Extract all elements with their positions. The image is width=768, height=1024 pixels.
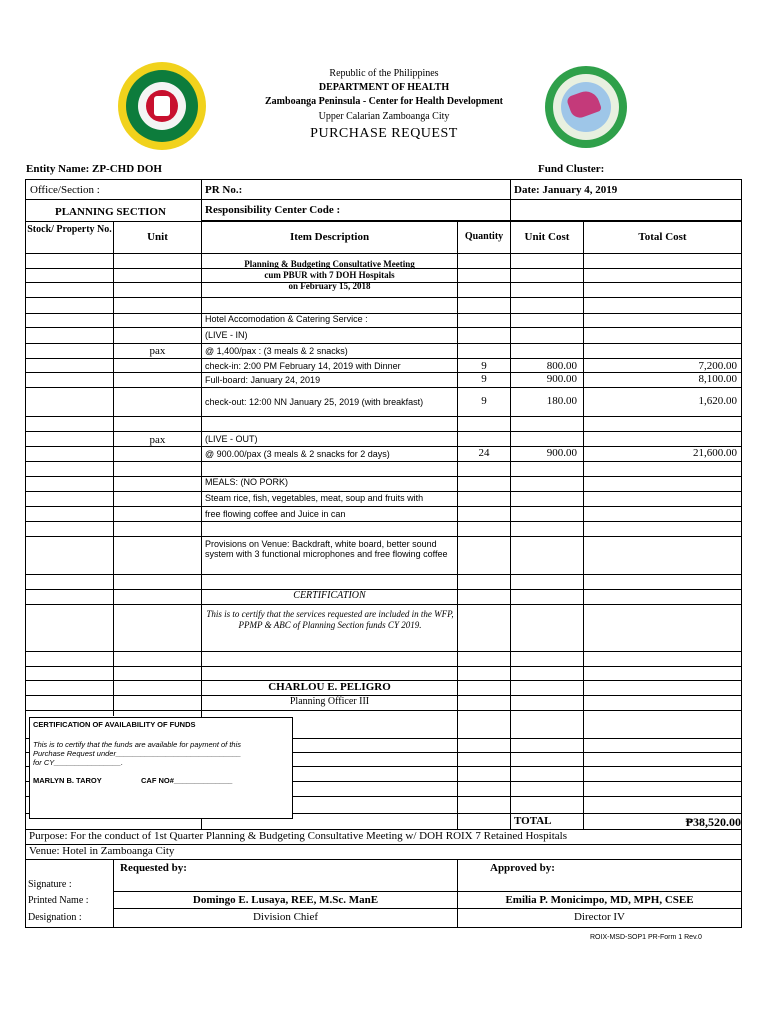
meeting-title-line: Planning & Budgeting Consultative Meeting (244, 259, 415, 269)
item-check-out: check-out: 12:00 NN January 25, 2019 (with breakfast) (205, 397, 424, 407)
total-cost-check-in: 7,200.00 (698, 360, 737, 372)
table-row-line (25, 506, 742, 507)
table-row-line (25, 710, 742, 711)
venue-text: Venue: Hotel in Zamboanga City (29, 845, 175, 857)
item-rate-live-out: @ 900.00/pax (3 meals & 2 snacks for 2 days) (205, 449, 390, 459)
item-rate-live-in: @ 1,400/pax : (3 meals & 2 snacks) (205, 346, 348, 356)
table-row-line (25, 313, 742, 314)
qty-check-out: 9 (481, 395, 487, 407)
office-text: Zamboanga Peninsula - Center for Health Development (265, 96, 503, 107)
col-quantity: Quantity (464, 231, 504, 242)
total-cost-check-out: 1,620.00 (698, 395, 737, 407)
col-item-description: Item Description (289, 231, 370, 243)
funds-box-caf-no: CAF NO#______________ (141, 776, 233, 785)
total-cost-live-out: 21,600.00 (693, 447, 737, 459)
funds-box-text-3: for CY________________. (33, 758, 124, 767)
table-row-line (25, 431, 742, 432)
item-meals-desc-2: free flowing coffee and Juice in can (205, 509, 346, 519)
unit-pax-live-out: pax (149, 434, 166, 446)
republic-text: Republic of the Philippines (329, 68, 439, 79)
table-row-line (25, 491, 742, 492)
table-row-line (25, 476, 742, 477)
table-row-line (25, 666, 742, 667)
pr-number: PR No.: (205, 184, 243, 196)
office-section-value: PLANNING SECTION (55, 206, 166, 218)
col-unit-cost: Unit Cost (524, 231, 570, 243)
meeting-title (202, 259, 457, 292)
total-cost-full-board: 8,100.00 (698, 373, 737, 385)
qty-check-in: 9 (481, 360, 487, 372)
item-provisions: Provisions on Venue: Backdraft, white board, better sound system with 3 functional microphones and free flowing coffee (205, 539, 448, 559)
item-meals: MEALS: (NO PORK) (205, 477, 289, 487)
department-text: DEPARTMENT OF HEALTH (318, 82, 450, 93)
meeting-title-line: cum PBUR with 7 DOH Hospitals (264, 270, 395, 280)
certifier-name: CHARLOU E. PELIGRO (268, 681, 391, 693)
request-date: Date: January 4, 2019 (514, 184, 618, 196)
qty-full-board: 9 (481, 373, 487, 385)
item-check-in: check-in: 2:00 PM February 14, 2019 with Dinner (205, 361, 401, 371)
col-stock-no: Stock/ Property No. (27, 224, 112, 235)
total-amount: ₱38,520.00 (685, 815, 741, 829)
qty-live-out: 24 (478, 447, 490, 459)
table-row-line (25, 461, 742, 462)
col-total-cost: Total Cost (638, 231, 687, 243)
table-row-line (25, 297, 742, 298)
certification-title: CERTIFICATION (293, 590, 366, 601)
requested-by-label: Requested by: (120, 862, 187, 874)
table-row-line (25, 327, 742, 328)
item-hotel: Hotel Accomodation & Catering Service : (205, 314, 368, 324)
unit-cost-live-out: 900.00 (546, 447, 577, 459)
unit-pax-live-in: pax (149, 345, 166, 357)
unit-cost-full-board: 900.00 (546, 373, 577, 385)
table-row-line (25, 387, 742, 388)
certification-text: This is to certify that the services requested are included in the WFP, PPMP & ABC of Planning Section funds CY 2019. (206, 609, 454, 630)
table-row-line (25, 536, 742, 537)
table-row-line (25, 651, 742, 652)
table-row-line (25, 358, 742, 359)
table-row-line (25, 574, 742, 575)
page-title: PURCHASE REQUEST (310, 126, 458, 141)
funds-box-text-2: Purchase Request under______________________________ (33, 749, 242, 758)
designation-label: Designation : (28, 912, 82, 923)
funds-box-signatory: MARLYN B. TAROY (33, 776, 102, 785)
table-row-line (25, 253, 742, 254)
table-row-line (25, 604, 742, 605)
approved-by-label: Approved by: (490, 862, 555, 874)
approver-name: Emilia P. Monicimpo, MD, MPH, CSEE (505, 894, 694, 906)
certifier-position: Planning Officer III (289, 696, 370, 707)
funds-box-title: CERTIFICATION OF AVAILABILITY OF FUNDS (33, 720, 196, 729)
item-full-board: Full-board: January 24, 2019 (205, 375, 321, 385)
item-meals-desc-1: Steam rice, fish, vegetables, meat, soup and fruits with (205, 493, 424, 503)
table-row-line (25, 521, 742, 522)
signature-label: Signature : (28, 879, 72, 890)
requester-name: Domingo E. Lusaya, REE, M.Sc. ManE (192, 894, 379, 906)
table-row-line (25, 416, 742, 417)
funds-availability-box (29, 717, 293, 819)
entity-name: Entity Name: ZP-CHD DOH (26, 163, 162, 175)
unit-cost-check-out: 180.00 (546, 395, 577, 407)
approver-designation: Director IV (573, 911, 625, 923)
purpose-text: Purpose: For the conduct of 1st Quarter Planning & Budgeting Consultative Meeting w/ DOH ROIX 7 Retained Hospitals (29, 830, 568, 842)
meeting-title-line: on February 15, 2018 (288, 281, 371, 291)
office-section-label: Office/Section : (30, 184, 100, 196)
unit-cost-check-in: 800.00 (546, 360, 577, 372)
responsibility-center-code: Responsibility Center Code : (205, 204, 341, 216)
total-label: TOTAL (514, 815, 552, 827)
requester-designation: Division Chief (252, 911, 319, 923)
form-code: ROIX-MSD-SOP1 PR-Form 1 Rev.0 (590, 934, 702, 941)
address-text: Upper Calarian Zamboanga City (318, 111, 450, 122)
col-unit: Unit (147, 231, 168, 243)
fund-cluster: Fund Cluster: (538, 163, 605, 175)
table-row-line (25, 343, 742, 344)
item-live-in: (LIVE - IN) (205, 330, 248, 340)
printed-name-label: Printed Name : (28, 895, 89, 906)
item-live-out: (LIVE - OUT) (205, 434, 258, 444)
funds-box-text-1: This is to certify that the funds are available for payment of this (33, 740, 242, 749)
